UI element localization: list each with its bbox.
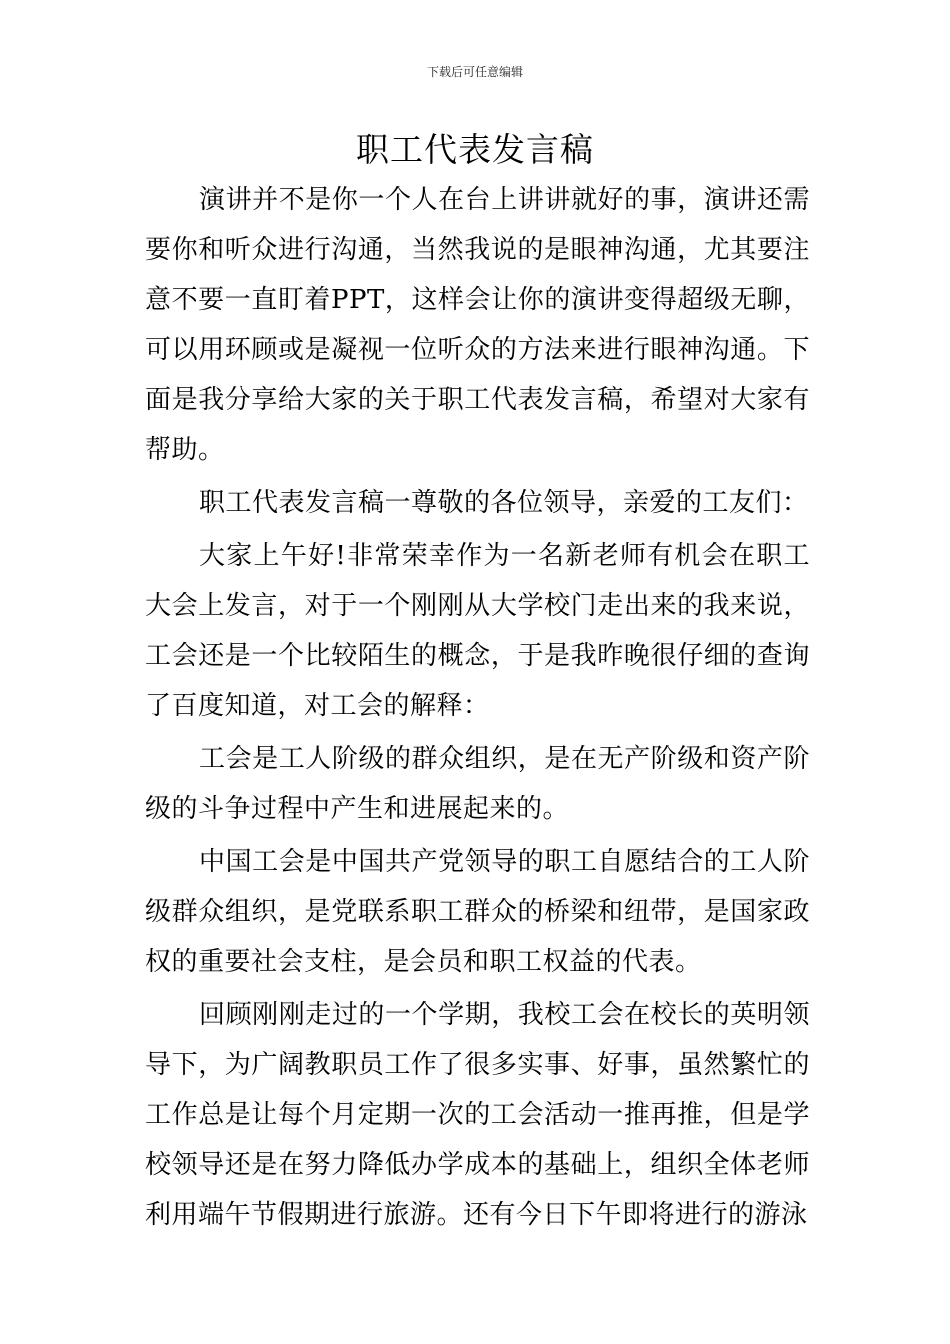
paragraph-greeting: 大家上午好!非常荣幸作为一名新老师有机会在职工大会上发言，对于一个刚刚从大学校门走出来的我来说，工会还是一个比较陌生的概念，于是我昨晚很仔细的查询了百度知道，对工会的解释： xyxy=(145,541,810,721)
header-note: 下载后可任意编辑 xyxy=(426,65,523,79)
document-title: 职工代表发言稿 xyxy=(356,130,594,169)
paragraph-union-definition: 工会是工人阶级的群众组织，是在无产阶级和资产阶级的斗争过程中产生和进展起来的。 xyxy=(145,744,810,824)
paragraph-china-union: 中国工会是中国共产党领导的职工自愿结合的工人阶级群众组织，是党联系职工群众的桥梁和纽带，是国家政权的重要社会支柱，是会员和职工权益的代表。 xyxy=(145,847,810,977)
paragraph-salutation: 职工代表发言稿一尊敬的各位领导，亲爱的工友们： xyxy=(199,488,809,518)
paragraph-intro: 演讲并不是你一个人在台上讲讲就好的事，演讲还需要你和听众进行沟通，当然我说的是眼神沟通，尤其要注意不要一直盯着PPT，这样会让你的演讲变得超级无聊，可以用环顾或是凝视一位听众的方法来进行眼神沟通。下面是我分享给大家的关于职工代表发言稿，希望对大家有帮助。 xyxy=(145,185,810,465)
document-body xyxy=(145,175,810,1240)
paragraph-review: 回顾刚刚走过的一个学期，我校工会在校长的英明领导下，为广阔教职员工作了很多实事、好事，虽然繁忙的工作总是让每个月定期一次的工会活动一推再推，但是学校领导还是在努力降低办学成本的基础上，组织全体老师利用端午节假期进行旅游。还有今日下午即将进行的游泳 xyxy=(145,1000,810,1230)
